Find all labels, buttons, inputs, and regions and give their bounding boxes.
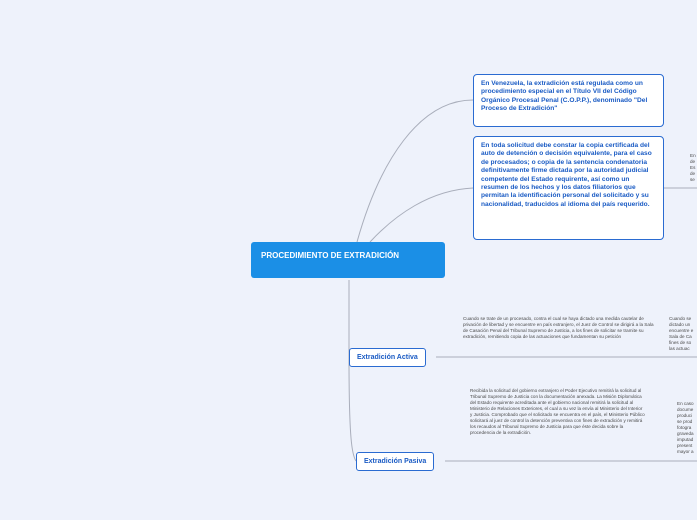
partial-line: Cuando se [669,316,692,321]
partial-line: Es [690,165,696,170]
partial-line: fotogra [677,425,692,430]
topic-activa-label: Extradición Activa [357,354,418,361]
partial-line: fines de so [669,340,692,345]
partial-line: encuentre e [669,328,694,333]
partial-line: graveda [677,431,694,436]
note-activa-text: Cuando se trate de un procesado, contra el cual se haya dictado una medida cautelar de privación de libertad y se encuentre en país extranjero, el Juez de Control se dirigirá a la Sala de Casación Penal del Tribunal Supremo de Justicia, a los fines de solicitar se tramite su extradición, remitiendo copia de las actuaciones que fundamentan su petición [463,316,654,339]
root-title: PROCEDIMIENTO DE EXTRADICIÓN [261,251,400,260]
partial-line: imputad [677,437,694,442]
partial-line: docume [677,407,694,412]
partial-line: se prod [677,419,693,424]
topic-extradicion-activa[interactable] [349,348,426,367]
topic-regulacion-text: En Venezuela, la extradición está regulada como un procedimiento especial en el Título VII del Código Orgánico Procesal Penal (C.O.P.P.), denominado "Del Proceso de Extradición" [481,80,648,113]
partial-note-right-top [690,153,697,183]
partial-line: de [690,159,696,164]
topic-extradicion-pasiva[interactable] [356,452,434,471]
partial-line: En [690,153,696,158]
partial-line: dictado un [669,322,691,327]
partial-line: produci [677,413,693,418]
partial-line: present [677,443,693,448]
note-pasiva [470,388,645,436]
topic-regulacion[interactable] [473,74,664,127]
note-pasiva-text: Recibida la solicitud del gobierno extranjero el Poder Ejecutivo remitirá la solicitud al Tribunal Supremo de Justicia con la documentación anexada. La Misión Diplomática del Estado requirente acreditada ante el gobierno nacional remitirá la solicitud al Ministerio de Relaciones Exteriores, el cual a su vez la envía al Ministerio del Interior y Justicia. Comprobado que el solicitado se encuentra en el país, el Ministerio Público solicitará al juez de control la detención preventiva con fines de extradición y remitirá los recaudos al Tribunal Supremo de Justicia para que éste decida sobre la procedencia de la extradición. [470,388,645,435]
partial-line: En caso [677,401,694,406]
topic-solicitud-text: En toda solicitud debe constar la copia certificada del auto de detención o decisión equivalente, para el caso de procesados; o copia de la sentencia condenatoria definitivamente firme dictada por la autoridad judicial competente del Estado requirente, así como un resumen de los hechos y los datos filiatorios que permitan la identificación personal del solicitado y su nacionalidad, traducidos al idioma del país requerido. [481,142,652,208]
topic-pasiva-label: Extradición Pasiva [364,458,427,465]
partial-note-right-mid [669,316,697,352]
topic-solicitud[interactable] [473,136,664,240]
partial-line: las actuac [669,346,690,351]
root-node[interactable] [251,242,445,278]
partial-line: mayor a [677,449,694,454]
partial-line: de [690,171,696,176]
partial-line: se [690,177,695,182]
partial-line: Sala de Ca [669,334,692,339]
partial-note-right-low [677,401,697,455]
note-activa [463,316,658,340]
